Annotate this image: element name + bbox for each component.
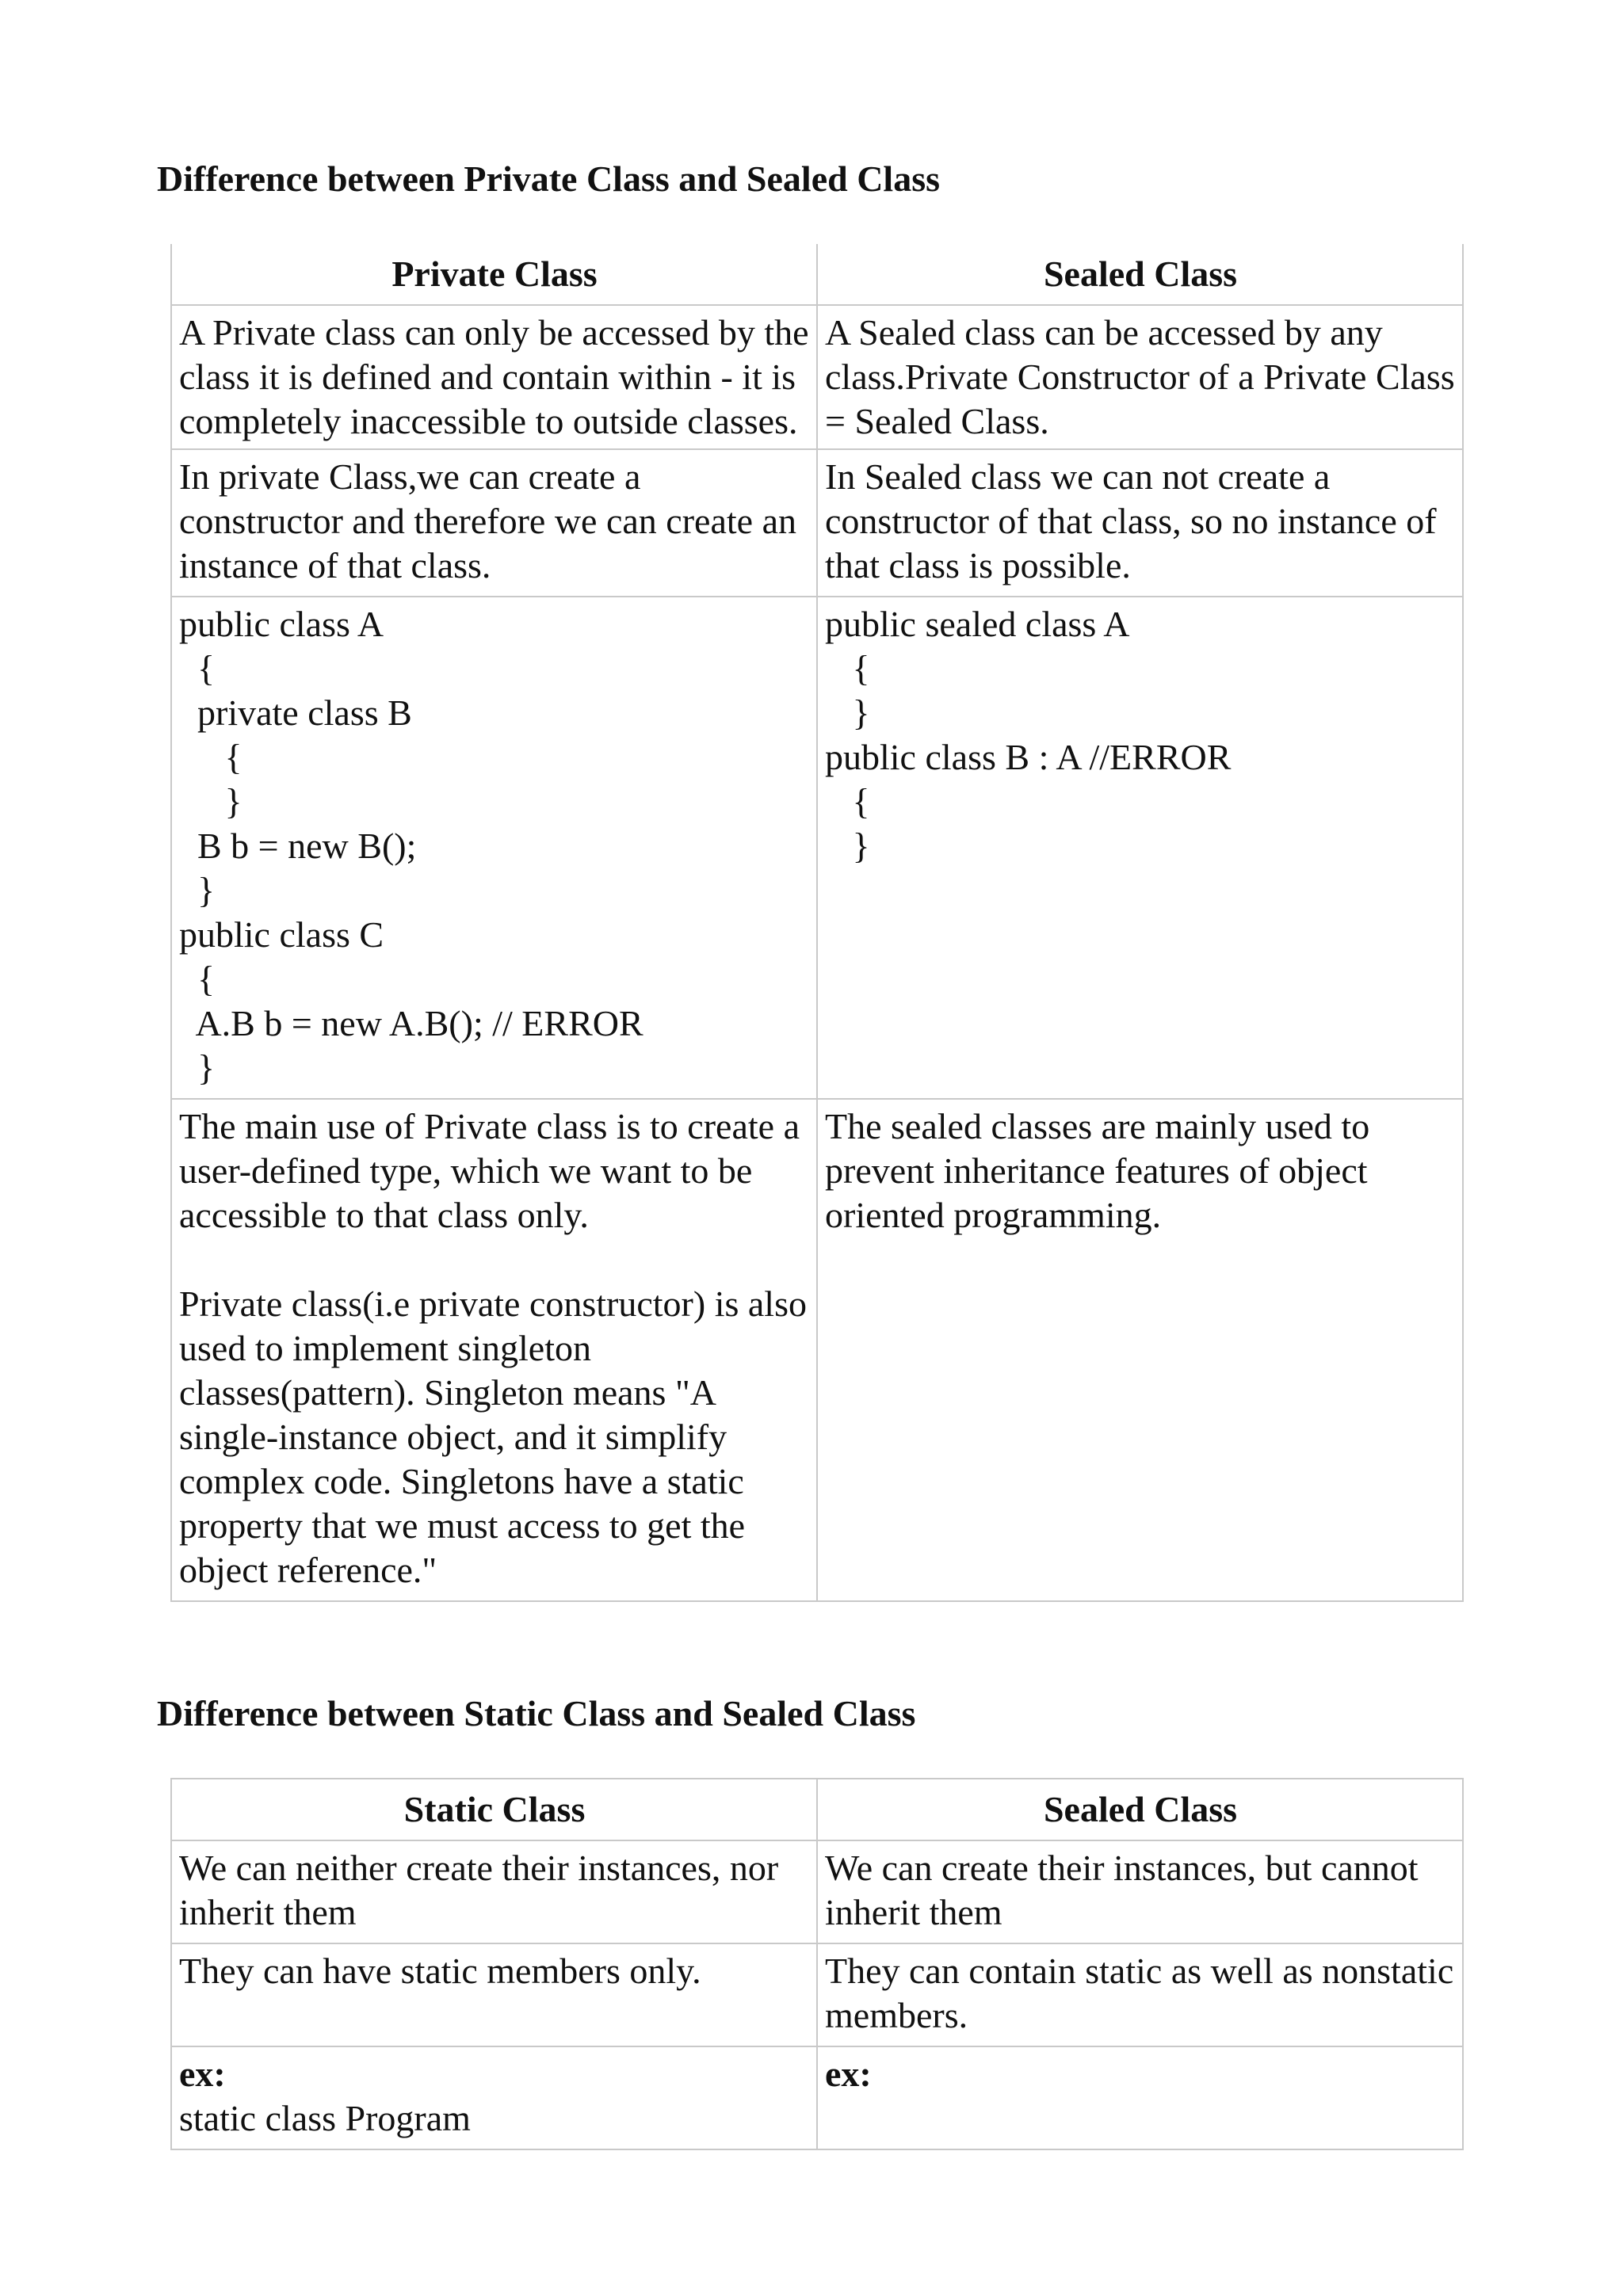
code-line: public class B : A //ERROR (825, 737, 1232, 777)
code-line: } (179, 781, 242, 822)
table-row (171, 1099, 1463, 1601)
table-cell (171, 2046, 817, 2149)
table-cell: We can neither create their instances, nor inherit them (171, 1840, 817, 1943)
example-code: static class Program (179, 2098, 471, 2138)
code-line: public class A (179, 604, 384, 644)
column-header-static-class: Static Class (171, 1779, 817, 1840)
example-label: ex: (825, 2054, 872, 2094)
static-vs-sealed-table (170, 1778, 1464, 2150)
code-line: } (179, 870, 216, 910)
table-cell (817, 2046, 1463, 2149)
code-line: } (825, 826, 870, 866)
table-cell (171, 1099, 817, 1601)
code-line: A.B b = new A.B(); // ERROR (179, 1003, 643, 1043)
column-header-sealed-class: Sealed Class (817, 1779, 1463, 1840)
code-line: { (179, 959, 216, 999)
code-line: public sealed class A (825, 604, 1130, 644)
table-header-row (171, 244, 1463, 305)
table-cell: They can have static members only. (171, 1943, 817, 2046)
table-header-row (171, 1779, 1463, 1840)
code-line: public class C (179, 914, 384, 955)
table-cell: A Sealed class can be accessed by any class.Private Constructor of a Private Class = Sealed Class. (817, 305, 1463, 449)
code-line: { (825, 781, 870, 822)
code-line: { (179, 737, 242, 777)
example-label: ex: (179, 2054, 226, 2094)
table-row (171, 449, 1463, 597)
table-cell: They can contain static as well as nonstatic members. (817, 1943, 1463, 2046)
code-line: B b = new B(); (179, 826, 417, 866)
paragraph: The main use of Private class is to create a user-defined type, which we want to be accessible to that class only. (179, 1106, 800, 1235)
code-cell-left (171, 597, 817, 1099)
column-header-sealed-class: Sealed Class (817, 244, 1463, 305)
column-header-private-class: Private Class (171, 244, 817, 305)
section1-title: Difference between Private Class and Sealed Class (157, 158, 941, 199)
table-cell: In Sealed class we can not create a constructor of that class, so no instance of that class is possible. (817, 449, 1463, 597)
private-vs-sealed-table (170, 244, 1464, 1602)
code-line: { (825, 648, 870, 688)
table-cell: The sealed classes are mainly used to prevent inheritance features of object oriented programming. (817, 1099, 1463, 1601)
table-cell: We can create their instances, but cannot inherit them (817, 1840, 1463, 1943)
table-cell: A Private class can only be accessed by the class it is defined and contain within - it is completely inaccessible to outside classes. (171, 305, 817, 449)
table-row (171, 597, 1463, 1099)
code-line: } (179, 1047, 216, 1088)
table-row (171, 2046, 1463, 2149)
code-cell-right (817, 597, 1463, 1099)
paragraph: Private class(i.e private constructor) is also used to implement singleton classes(pattern). Singleton means "A single-instance object, and it simplify complex code. Singletons have a static property that we must access to get the object reference." (179, 1283, 807, 1590)
table-row (171, 305, 1463, 449)
table-row (171, 1943, 1463, 2046)
code-line: private class B (179, 692, 412, 733)
section2-title: Difference between Static Class and Sealed Class (157, 1693, 916, 1733)
table-cell: In private Class,we can create a constructor and therefore we can create an instance of that class. (171, 449, 817, 597)
table-row (171, 1840, 1463, 1943)
code-line: } (825, 692, 870, 733)
code-line: { (179, 648, 216, 688)
